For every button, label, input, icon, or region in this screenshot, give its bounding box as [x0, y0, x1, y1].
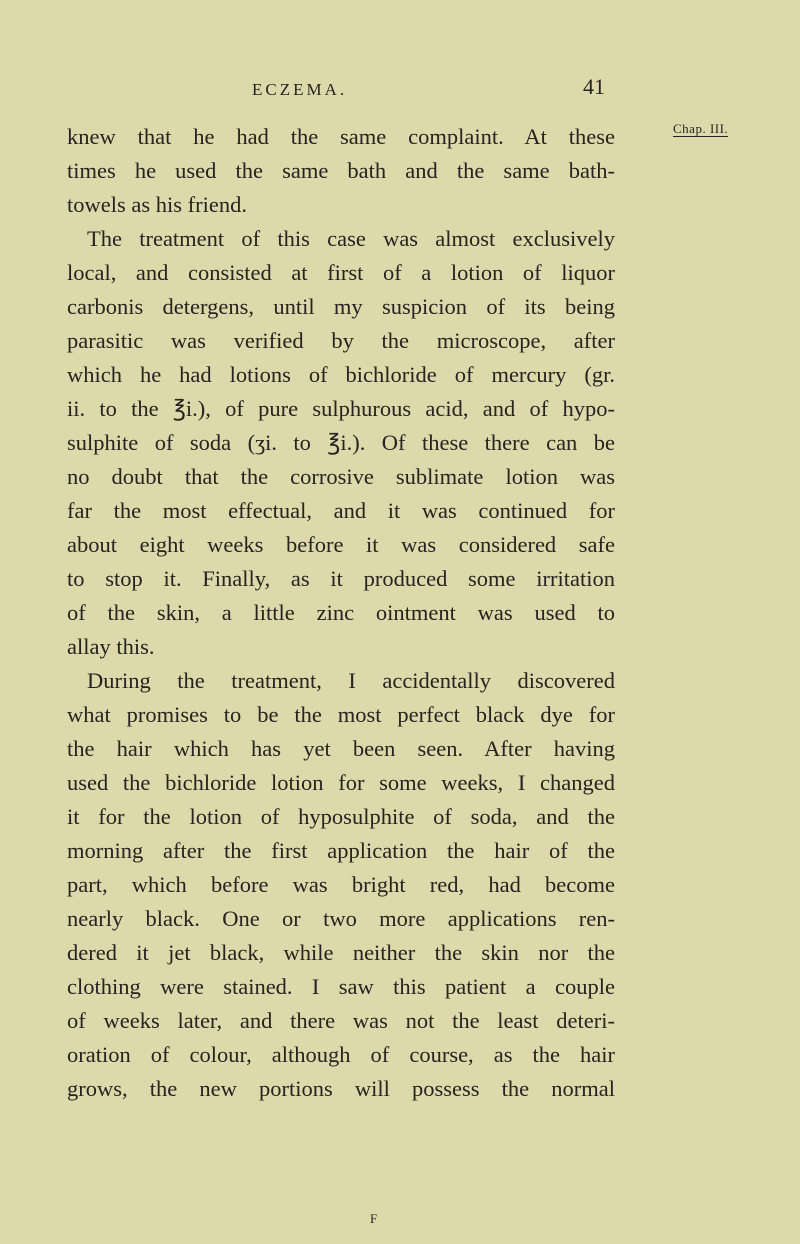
text-line: parasitic was verified by the microscope, after: [67, 328, 615, 353]
text-line: sulphite of soda (ʒi. to ℥i.). Of these there can be: [67, 430, 615, 455]
text-line: knew that he had the same complaint. At these: [67, 124, 615, 149]
signature-mark: F: [370, 1211, 378, 1226]
text-line: part, which before was bright red, had become: [67, 872, 615, 897]
chapter-margin-note: Chap. III.: [673, 121, 729, 136]
text-line: carbonis detergens, until my suspicion of its being: [67, 294, 615, 319]
text-line: nearly black. One or two more applications ren-: [67, 906, 615, 931]
text-line: used the bichloride lotion for some weeks, I changed: [67, 770, 615, 795]
text-line: dered it jet black, while neither the skin nor the: [67, 940, 615, 965]
text-line: which he had lotions of bichloride of mercury (gr.: [67, 362, 615, 387]
text-line: of weeks later, and there was not the least deteri-: [67, 1008, 615, 1033]
text-line: towels as his friend.: [67, 192, 247, 217]
text-line: allay this.: [67, 634, 155, 659]
running-title: ECZEMA.: [252, 80, 348, 99]
text-line: to stop it. Finally, as it produced some irritation: [67, 566, 615, 591]
text-line: of the skin, a little zinc ointment was used to: [67, 600, 615, 625]
text-line: oration of colour, although of course, as the hair: [67, 1042, 615, 1067]
text-line: far the most effectual, and it was continued for: [67, 498, 615, 523]
text-line: it for the lotion of hyposulphite of soda, and the: [67, 804, 615, 829]
text-line: ii. to the ℥i.), of pure sulphurous acid, and of hypo-: [67, 396, 615, 421]
text-line: what promises to be the most perfect black dye for: [67, 702, 615, 727]
text-line: times he used the same bath and the same bath-: [67, 158, 615, 183]
text-line: no doubt that the corrosive sublimate lotion was: [67, 464, 615, 489]
text-line: grows, the new portions will possess the normal: [67, 1076, 615, 1101]
body-text: [67, 120, 615, 1106]
text-line: the hair which has yet been seen. After having: [67, 736, 615, 761]
text-line: morning after the first application the hair of the: [67, 838, 615, 863]
text-line: The treatment of this case was almost exclusively: [87, 226, 615, 251]
text-line: local, and consisted at first of a lotion of liquor: [67, 260, 615, 285]
text-line: During the treatment, I accidentally discovered: [87, 668, 615, 693]
page-number: 41: [583, 74, 605, 99]
text-line: about eight weeks before it was considered safe: [67, 532, 615, 557]
running-head: [0, 74, 800, 120]
text-line: clothing were stained. I saw this patient a couple: [67, 974, 615, 999]
